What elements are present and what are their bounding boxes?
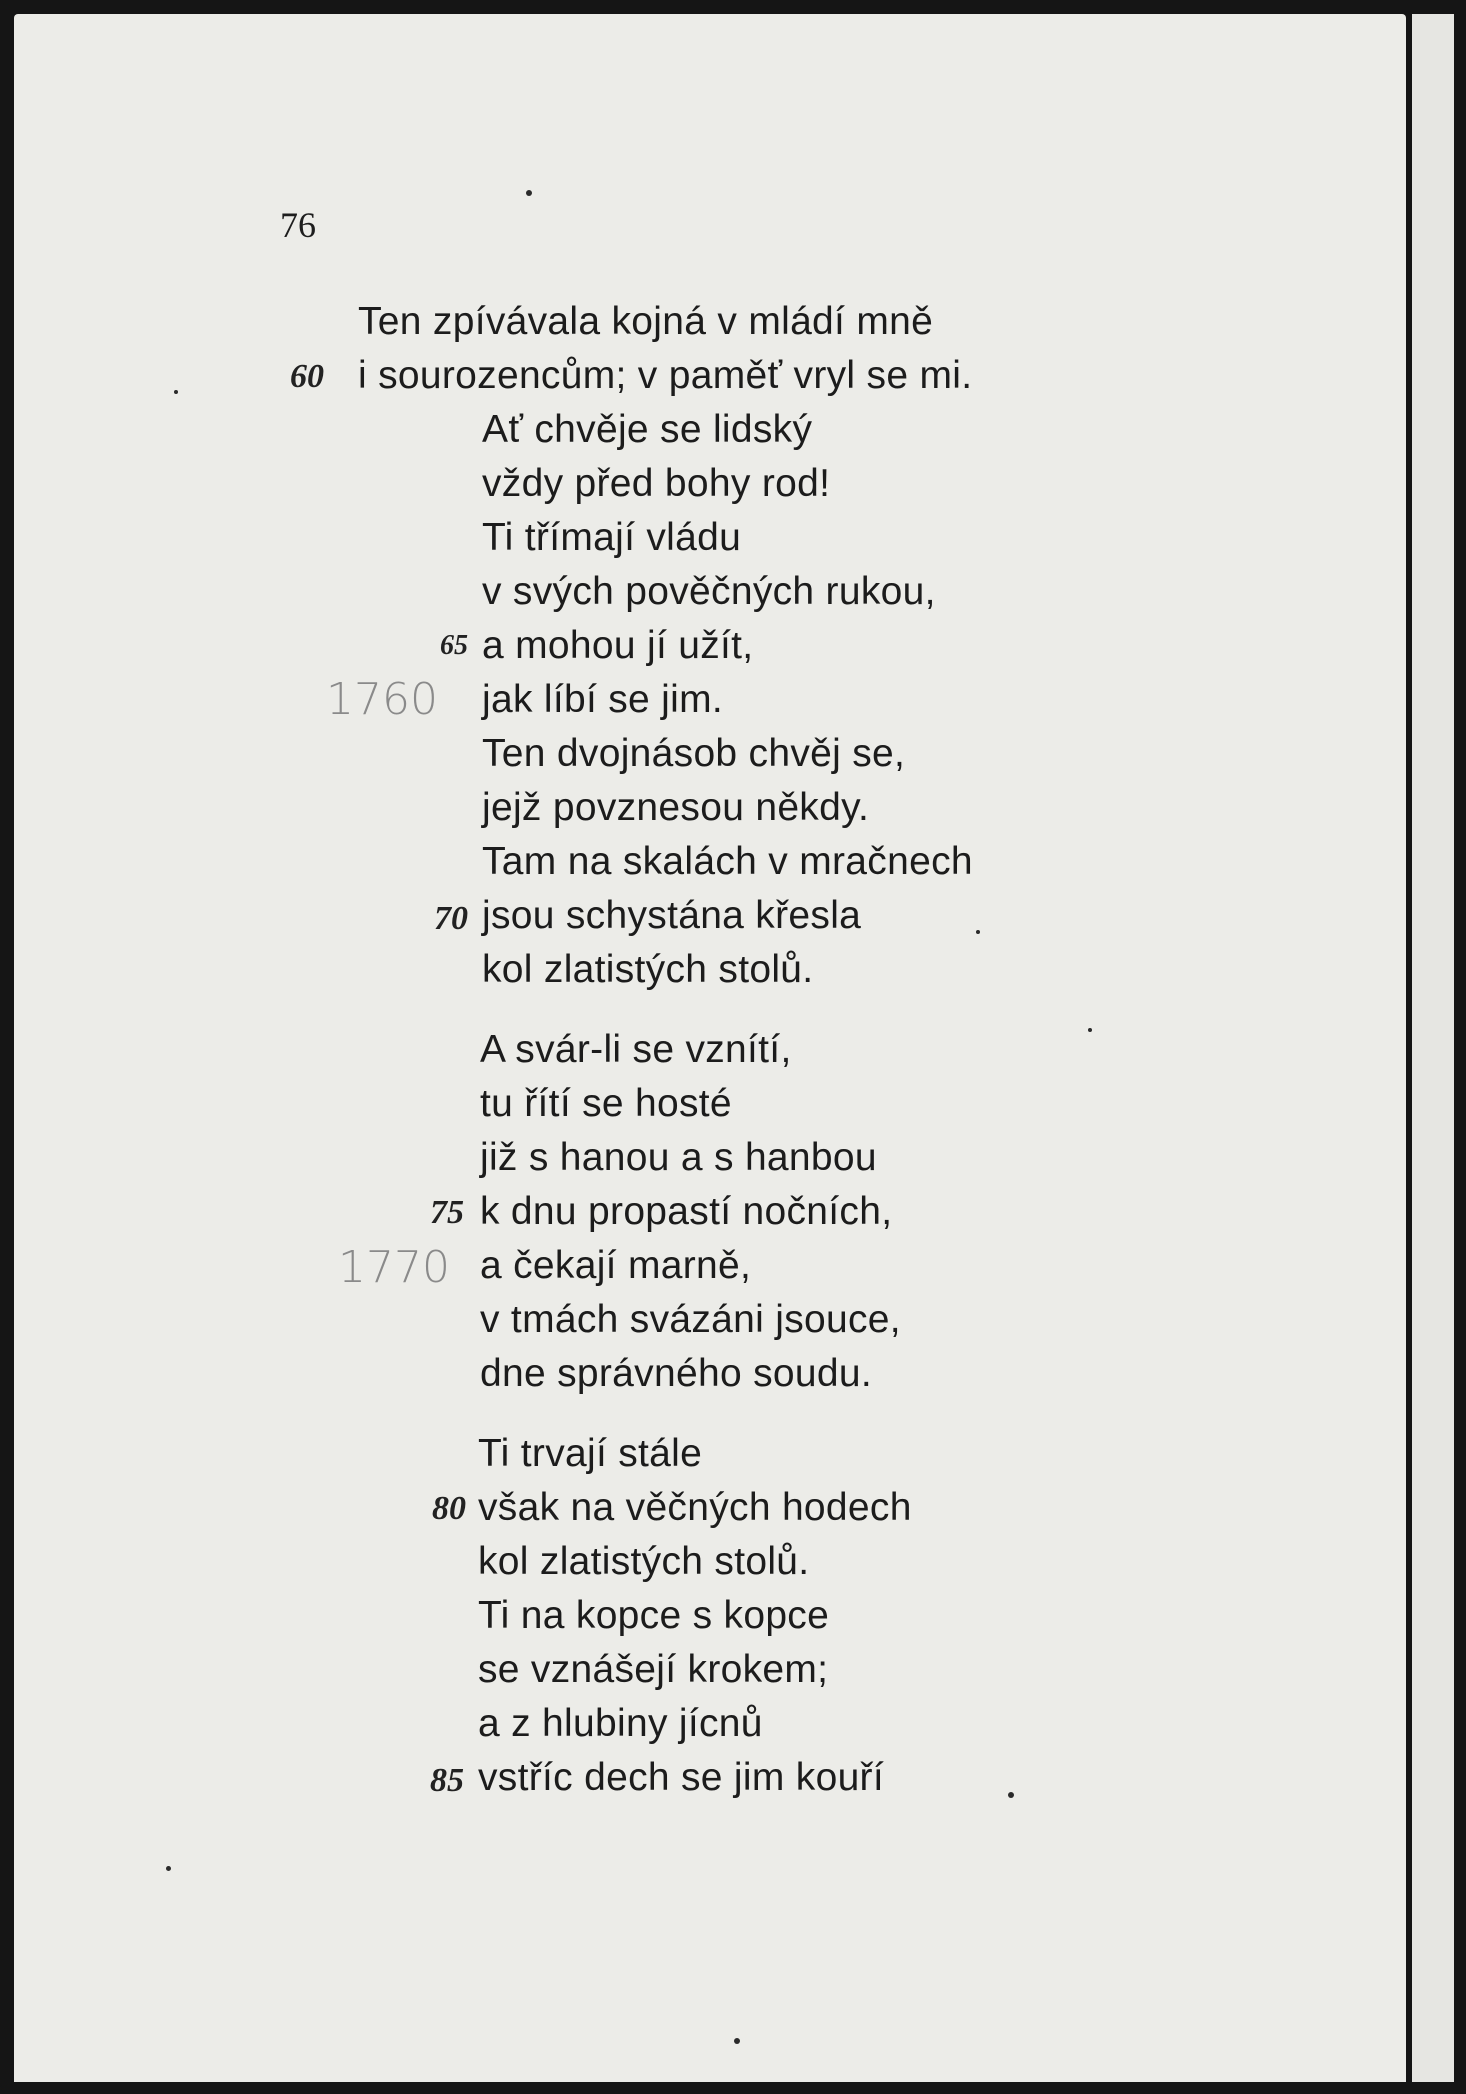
book-page bbox=[14, 14, 1406, 2082]
pencil-annotation: 1770 bbox=[338, 1242, 450, 1293]
poem-line: vždy před bohy rod! bbox=[482, 462, 831, 505]
pencil-annotation: 1760 bbox=[326, 674, 438, 725]
poem-line: Ať chvěje se lidský bbox=[482, 408, 813, 451]
poem-line: kol zlatistých stolů. bbox=[478, 1540, 810, 1583]
dust-speck bbox=[166, 1866, 171, 1871]
poem-line: Ten zpívávala kojná v mládí mně bbox=[358, 300, 934, 343]
margin-line-number: 80 bbox=[432, 1490, 466, 1527]
margin-line-number: 65 bbox=[440, 630, 468, 661]
poem-line: kol zlatistých stolů. bbox=[482, 948, 814, 991]
margin-line-number: 85 bbox=[430, 1762, 464, 1799]
margin-line-number: 60 bbox=[290, 358, 324, 395]
dust-speck bbox=[976, 930, 980, 934]
poem-line: a z hlubiny jícnů bbox=[478, 1702, 763, 1745]
poem-line: a mohou jí užít, bbox=[482, 624, 754, 667]
margin-line-number: 75 bbox=[430, 1194, 464, 1231]
poem-line: jak líbí se jim. bbox=[482, 678, 724, 721]
poem-line: Ti trvají stále bbox=[478, 1432, 703, 1475]
poem-line: Ti na kopce s kopce bbox=[478, 1594, 830, 1637]
poem-line: k dnu propastí nočních, bbox=[480, 1190, 893, 1233]
poem-line: již s hanou a s hanbou bbox=[480, 1136, 877, 1179]
facing-page-edge bbox=[1412, 14, 1454, 2082]
poem-line: i sourozencům; v paměť vryl se mi. bbox=[358, 354, 973, 397]
poem-line: jsou schystána křesla bbox=[482, 894, 862, 937]
poem-line: a čekají marně, bbox=[480, 1244, 752, 1287]
poem-line: tu řítí se hosté bbox=[480, 1082, 732, 1125]
dust-speck bbox=[174, 390, 178, 394]
poem-line: Ten dvojnásob chvěj se, bbox=[482, 732, 906, 775]
dust-speck bbox=[1088, 1028, 1092, 1032]
poem-line: A svár-li se vznítí, bbox=[480, 1028, 792, 1071]
margin-line-number: 70 bbox=[434, 900, 468, 937]
poem-line: v svých pověčných rukou, bbox=[482, 570, 936, 613]
dust-speck bbox=[734, 2038, 740, 2044]
poem-line: vstříc dech se jim kouří bbox=[478, 1756, 884, 1799]
poem-text bbox=[14, 14, 1406, 2082]
dust-speck bbox=[1008, 1792, 1014, 1798]
poem-line: Ti třímají vládu bbox=[482, 516, 742, 559]
poem-line: jejž povznesou někdy. bbox=[482, 786, 870, 829]
poem-line: v tmách svázáni jsouce, bbox=[480, 1298, 901, 1341]
poem-line: však na věčných hodech bbox=[478, 1486, 912, 1529]
poem-line: se vznášejí krokem; bbox=[478, 1648, 829, 1691]
poem-line: Tam na skalách v mračnech bbox=[482, 840, 973, 883]
page-number: 76 bbox=[280, 205, 316, 245]
dust-speck bbox=[526, 190, 532, 196]
poem-line: dne správného soudu. bbox=[480, 1352, 872, 1395]
